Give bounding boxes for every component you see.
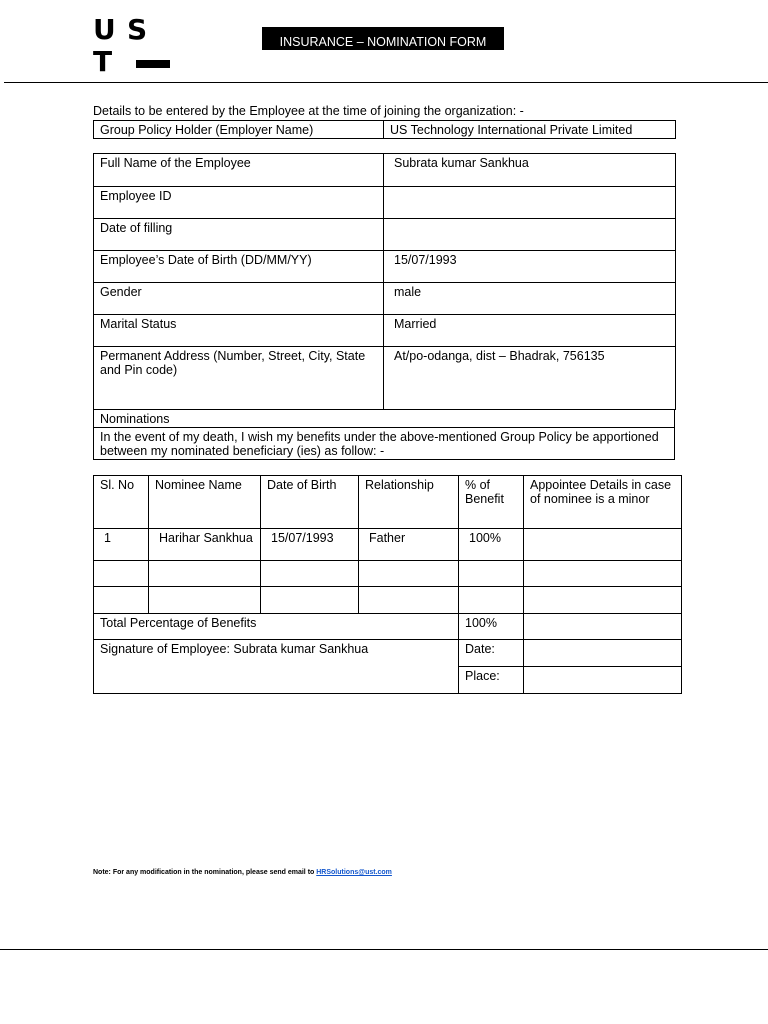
- gender-label: Gender: [94, 283, 384, 315]
- nominee-appointee-field[interactable]: [524, 529, 682, 561]
- date-label: Date:: [459, 640, 524, 667]
- full-name-label: Full Name of the Employee: [94, 154, 384, 187]
- employee-signature[interactable]: Signature of Employee: Subrata kumar Sankhua: [94, 640, 459, 694]
- nominee-sl-no[interactable]: [94, 561, 149, 587]
- nominee-header-row: [94, 476, 682, 529]
- nominee-relationship-field[interactable]: Father: [359, 529, 459, 561]
- nominee-name-field[interactable]: [149, 587, 261, 614]
- nominee-relationship-field[interactable]: [359, 561, 459, 587]
- policy-holder-label: Group Policy Holder (Employer Name): [94, 121, 384, 139]
- detail-row-marital-status: [94, 315, 676, 347]
- header-percent-benefit: % of Benefit: [459, 476, 524, 529]
- nominee-row: [94, 529, 682, 561]
- total-benefits-extra[interactable]: [524, 614, 682, 640]
- nominations-heading-row: [94, 410, 675, 428]
- marital-status-field[interactable]: Married: [384, 315, 676, 347]
- header-nominee-name: Nominee Name: [149, 476, 261, 529]
- policy-holder-value[interactable]: US Technology International Private Limited: [384, 121, 676, 139]
- nominee-benefit-field[interactable]: 100%: [459, 529, 524, 561]
- nominee-dob-field[interactable]: 15/07/1993: [261, 529, 359, 561]
- employee-id-label: Employee ID: [94, 187, 384, 219]
- nominations-table: [93, 409, 675, 460]
- gender-field[interactable]: male: [384, 283, 676, 315]
- note-text: Note: For any modification in the nomination, please send email to: [93, 869, 317, 876]
- nominee-table: [93, 475, 682, 694]
- date-field[interactable]: [524, 640, 682, 667]
- nominee-relationship-field[interactable]: [359, 587, 459, 614]
- place-field[interactable]: [524, 667, 682, 694]
- ust-logo: [93, 14, 170, 78]
- date-of-filling-label: Date of filling: [94, 219, 384, 251]
- detail-row-employee-id: [94, 187, 676, 219]
- marital-status-label: Marital Status: [94, 315, 384, 347]
- hr-email-link[interactable]: HRSolutions@ust.com: [316, 869, 392, 876]
- logo-letter-t: T: [93, 45, 113, 78]
- policy-holder-row: [94, 121, 676, 139]
- nominee-appointee-field[interactable]: [524, 587, 682, 614]
- date-of-filling-field[interactable]: [384, 219, 676, 251]
- total-benefits-label: Total Percentage of Benefits: [94, 614, 459, 640]
- header-divider: [4, 82, 768, 83]
- nominations-heading: Nominations: [94, 410, 675, 428]
- form-title: INSURANCE – NOMINATION FORM: [262, 27, 504, 50]
- nominee-name-field[interactable]: Harihar Sankhua: [149, 529, 261, 561]
- nominee-sl-no[interactable]: [94, 587, 149, 614]
- nominee-row: [94, 587, 682, 614]
- detail-row-full-name: [94, 154, 676, 187]
- detail-row-gender: [94, 283, 676, 315]
- signature-date-row: [94, 640, 682, 667]
- logo-letter-s: S: [127, 13, 148, 46]
- employee-details-table: [93, 153, 676, 410]
- dob-field[interactable]: 15/07/1993: [384, 251, 676, 283]
- header-relationship: Relationship: [359, 476, 459, 529]
- nominee-appointee-field[interactable]: [524, 561, 682, 587]
- nominee-benefit-field[interactable]: [459, 587, 524, 614]
- address-label: Permanent Address (Number, Street, City, State and Pin code): [94, 347, 384, 410]
- detail-row-address: [94, 347, 676, 410]
- nominee-benefit-field[interactable]: [459, 561, 524, 587]
- place-label: Place:: [459, 667, 524, 694]
- full-name-field[interactable]: Subrata kumar Sankhua: [384, 154, 676, 187]
- footer-divider: [0, 949, 768, 950]
- logo-dot-icon: [136, 60, 170, 68]
- total-benefits-value[interactable]: 100%: [459, 614, 524, 640]
- nominee-row: [94, 561, 682, 587]
- employee-id-field[interactable]: [384, 187, 676, 219]
- dob-label: Employee’s Date of Birth (DD/MM/YY): [94, 251, 384, 283]
- intro-text: Details to be entered by the Employee at the time of joining the organization: -: [93, 104, 524, 118]
- nominations-text: In the event of my death, I wish my benefits under the above-mentioned Group Policy be apportioned between my nominated beneficiary (ies) as follow: -: [94, 428, 675, 460]
- nominee-dob-field[interactable]: [261, 587, 359, 614]
- header-sl-no: Sl. No: [94, 476, 149, 529]
- policy-holder-table: [93, 120, 676, 139]
- logo-letter-u: U: [93, 13, 116, 46]
- total-benefits-row: [94, 614, 682, 640]
- detail-row-dob: [94, 251, 676, 283]
- nominee-dob-field[interactable]: [261, 561, 359, 587]
- header-appointee-details: Appointee Details in case of nominee is a minor: [524, 476, 682, 529]
- address-field[interactable]: At/po-odanga, dist – Bhadrak, 756135: [384, 347, 676, 410]
- nominations-text-row: [94, 428, 675, 460]
- nominee-sl-no[interactable]: 1: [94, 529, 149, 561]
- modification-note: [93, 869, 392, 876]
- nominee-name-field[interactable]: [149, 561, 261, 587]
- detail-row-date-of-filling: [94, 219, 676, 251]
- header-date-of-birth: Date of Birth: [261, 476, 359, 529]
